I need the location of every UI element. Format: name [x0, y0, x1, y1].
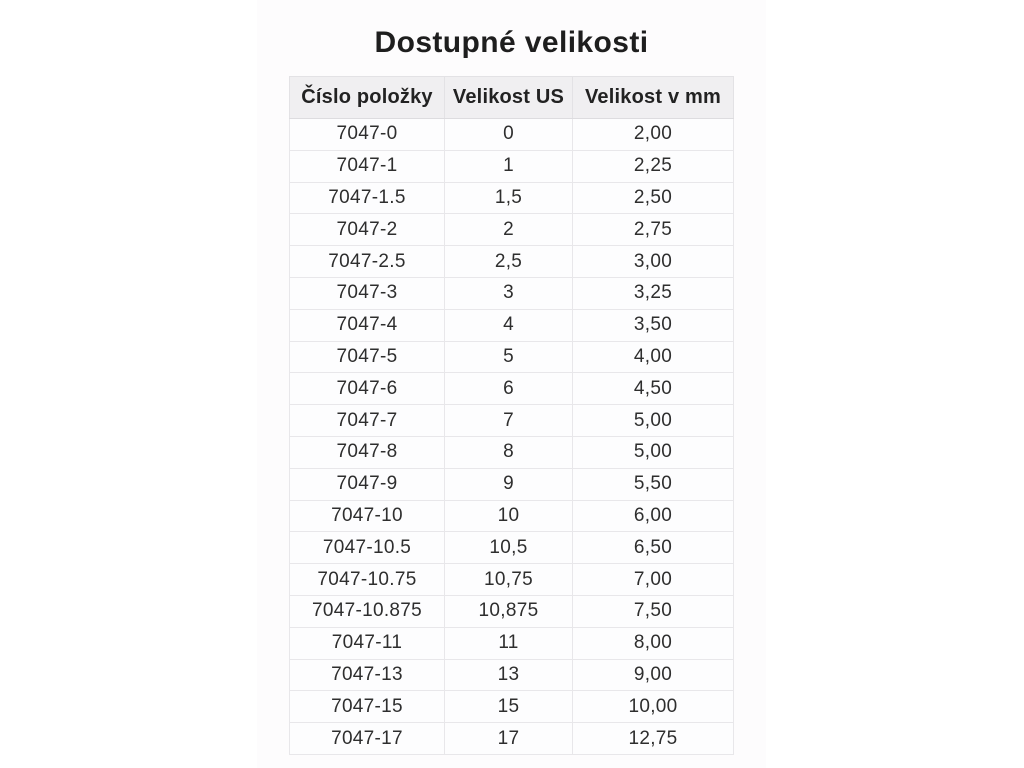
table-cell: 0 — [445, 119, 573, 151]
table-cell: 5,00 — [573, 405, 734, 437]
table-cell: 7047-3 — [290, 277, 445, 309]
column-header-item-number: Číslo položky — [290, 77, 445, 119]
table-cell: 5,50 — [573, 468, 734, 500]
table-cell: 7047-17 — [290, 723, 445, 755]
table-row — [290, 214, 734, 246]
table-cell: 3,25 — [573, 277, 734, 309]
table-cell: 6,50 — [573, 532, 734, 564]
column-header-size-us: Velikost US — [445, 77, 573, 119]
size-chart-image — [257, 0, 766, 768]
table-cell: 8 — [445, 436, 573, 468]
table-cell: 7047-10 — [290, 500, 445, 532]
table-cell: 7047-5 — [290, 341, 445, 373]
table-cell: 6,00 — [573, 500, 734, 532]
table-cell: 10,75 — [445, 564, 573, 596]
header-row — [290, 77, 734, 119]
table-cell: 7047-11 — [290, 627, 445, 659]
table-row — [290, 595, 734, 627]
table-cell: 7047-15 — [290, 691, 445, 723]
table-row — [290, 119, 734, 151]
table-header — [290, 77, 734, 119]
table-cell: 4,00 — [573, 341, 734, 373]
table-cell: 10,5 — [445, 532, 573, 564]
table-cell: 7047-1.5 — [290, 182, 445, 214]
table-cell: 9,00 — [573, 659, 734, 691]
table-cell: 10 — [445, 500, 573, 532]
table-cell: 7047-10.5 — [290, 532, 445, 564]
table-row — [290, 405, 734, 437]
table-cell: 7047-13 — [290, 659, 445, 691]
table-cell: 1 — [445, 150, 573, 182]
table-cell: 4 — [445, 309, 573, 341]
table-cell: 1,5 — [445, 182, 573, 214]
table-cell: 13 — [445, 659, 573, 691]
size-table — [289, 76, 734, 755]
table-row — [290, 500, 734, 532]
table-cell: 10,875 — [445, 595, 573, 627]
table-cell: 7 — [445, 405, 573, 437]
table-cell: 3,00 — [573, 246, 734, 278]
page-title: Dostupné velikosti — [374, 26, 649, 59]
table-cell: 5,00 — [573, 436, 734, 468]
table-cell: 7047-4 — [290, 309, 445, 341]
table-row — [290, 532, 734, 564]
table-row — [290, 246, 734, 278]
column-header-size-mm: Velikost v mm — [573, 77, 734, 119]
table-cell: 7047-10.875 — [290, 595, 445, 627]
table-cell: 15 — [445, 691, 573, 723]
table-cell: 2,75 — [573, 214, 734, 246]
table-cell: 2,25 — [573, 150, 734, 182]
table-cell: 2 — [445, 214, 573, 246]
table-row — [290, 150, 734, 182]
table-cell: 7047-10.75 — [290, 564, 445, 596]
table-cell: 8,00 — [573, 627, 734, 659]
table-row — [290, 564, 734, 596]
table-row — [290, 723, 734, 755]
table-cell: 2,00 — [573, 119, 734, 151]
table-row — [290, 436, 734, 468]
table-cell: 7047-0 — [290, 119, 445, 151]
table-cell: 7047-7 — [290, 405, 445, 437]
table-cell: 7,00 — [573, 564, 734, 596]
table-cell: 12,75 — [573, 723, 734, 755]
table-cell: 9 — [445, 468, 573, 500]
table-cell: 4,50 — [573, 373, 734, 405]
table-cell: 6 — [445, 373, 573, 405]
table-row — [290, 627, 734, 659]
table-cell: 5 — [445, 341, 573, 373]
table-row — [290, 341, 734, 373]
table-cell: 17 — [445, 723, 573, 755]
table-row — [290, 182, 734, 214]
table-cell: 3,50 — [573, 309, 734, 341]
table-cell: 7047-1 — [290, 150, 445, 182]
table-cell: 3 — [445, 277, 573, 309]
table-cell: 7047-8 — [290, 436, 445, 468]
table-cell: 7047-9 — [290, 468, 445, 500]
table-row — [290, 277, 734, 309]
table-cell: 7047-2 — [290, 214, 445, 246]
table-body — [290, 119, 734, 755]
table-row — [290, 468, 734, 500]
table-cell: 7047-2.5 — [290, 246, 445, 278]
table-cell: 11 — [445, 627, 573, 659]
table-cell: 7047-6 — [290, 373, 445, 405]
table-row — [290, 691, 734, 723]
table-row — [290, 373, 734, 405]
table-row — [290, 659, 734, 691]
table-cell: 2,50 — [573, 182, 734, 214]
table-cell: 7,50 — [573, 595, 734, 627]
table-cell: 2,5 — [445, 246, 573, 278]
table-cell: 10,00 — [573, 691, 734, 723]
table-row — [290, 309, 734, 341]
